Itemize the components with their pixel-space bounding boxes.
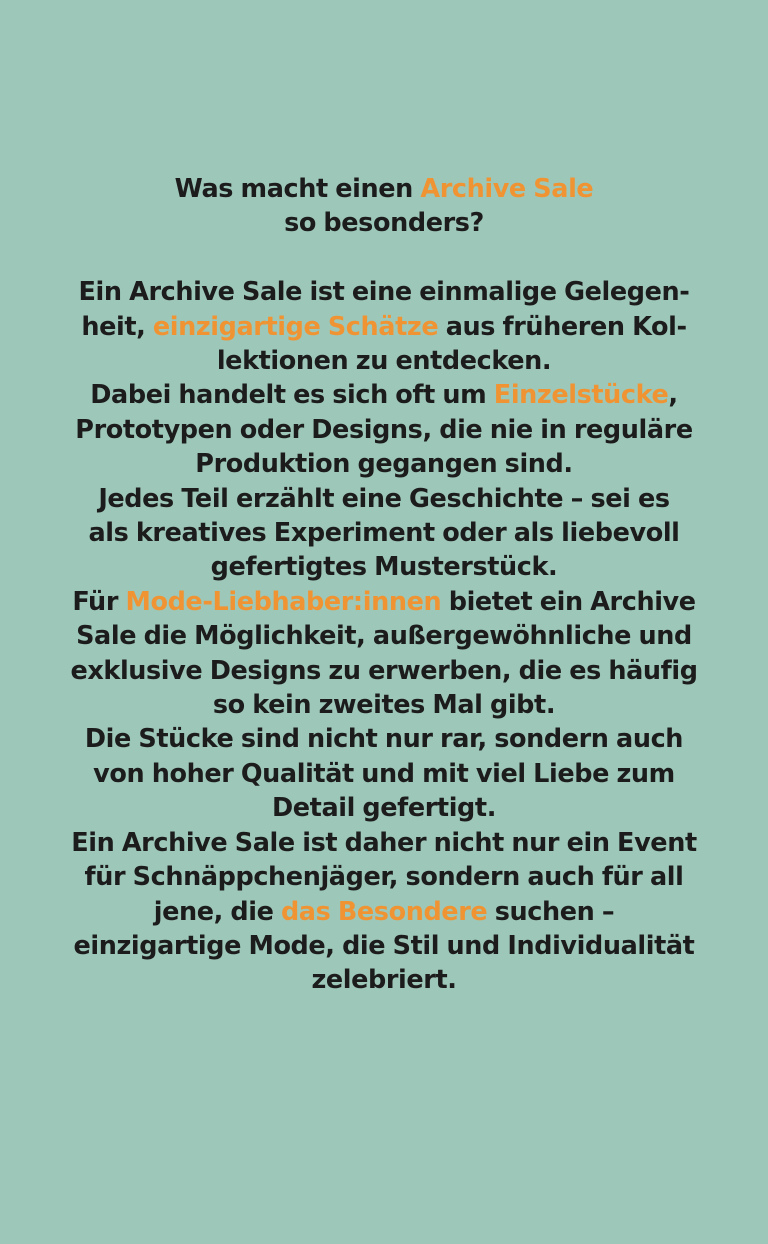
- body-text: jene, die: [153, 896, 281, 927]
- heading-line-1: [0, 172, 768, 206]
- body-line: für Schnäppchenjäger, sondern auch für all: [84, 862, 684, 893]
- body-line: [0, 585, 768, 619]
- body-line: Produktion gegangen sind.: [195, 449, 573, 480]
- body-line: Ein Archive Sale ist daher nicht nur ein Event: [71, 827, 697, 858]
- body-text: Für: [72, 586, 126, 617]
- body-text: aus früheren Kol-: [438, 311, 687, 342]
- body-line: Ein Archive Sale ist eine einmalige Gelegen-: [78, 277, 690, 308]
- body-line: gefertigtes Musterstück.: [210, 552, 558, 583]
- body-text: suchen –: [487, 896, 615, 927]
- body-line: Die Stücke sind nicht nur rar, sondern auch: [84, 724, 684, 755]
- heading-highlight: Archive Sale: [420, 174, 594, 204]
- heading-line-2: so besonders?: [284, 208, 484, 239]
- body-text: ,: [668, 380, 678, 411]
- body-highlight: einzigartige Schätze: [152, 311, 439, 342]
- body-line: Sale die Möglichkeit, außergewöhnliche und: [76, 621, 692, 652]
- body-line: [0, 310, 768, 344]
- body-highlight: Mode-Liebhaber:innen: [125, 586, 442, 617]
- heading-text: Was macht einen: [174, 174, 421, 204]
- body-line: exklusive Designs zu erwerben, die es häufig: [70, 655, 698, 686]
- body-line: einzigartige Mode, die Stil und Individualität: [73, 930, 695, 961]
- body-line: so kein zweites Mal gibt.: [212, 690, 556, 721]
- article-text: [0, 172, 768, 998]
- body-line: Detail gefertigt.: [272, 793, 496, 824]
- body-line: [0, 378, 768, 412]
- body-text: bietet ein Archive: [441, 586, 696, 617]
- body-text: Dabei handelt es sich oft um: [90, 380, 494, 411]
- body-line: Prototypen oder Designs, die nie in reguläre: [75, 414, 693, 445]
- body-text: heit,: [81, 311, 153, 342]
- body-highlight: das Besondere: [280, 896, 488, 927]
- body-line: lektionen zu entdecken.: [216, 346, 552, 377]
- body-line: Jedes Teil erzählt eine Geschichte – sei es: [98, 483, 670, 514]
- body-line: [0, 895, 768, 929]
- body-line: als kreatives Experiment oder als liebevoll: [88, 518, 680, 549]
- body-line: zelebriert.: [311, 965, 457, 996]
- paragraph-gap: [0, 241, 768, 275]
- body-line: von hoher Qualität und mit viel Liebe zum: [93, 758, 675, 789]
- body-highlight: Einzelstücke: [493, 380, 669, 411]
